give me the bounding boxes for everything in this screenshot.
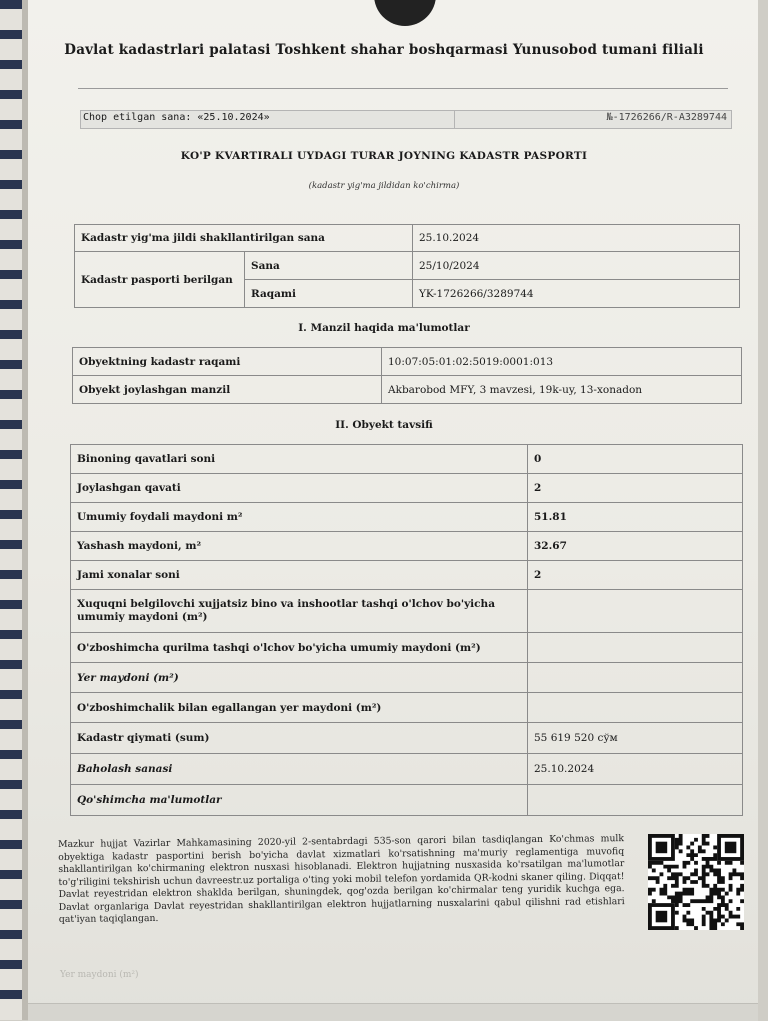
row-value: 2 bbox=[528, 474, 743, 503]
row-value: 0 bbox=[528, 445, 743, 474]
table-row bbox=[71, 723, 743, 754]
date-label: Sana bbox=[245, 252, 413, 280]
row-label: Joylashgan qavati bbox=[71, 474, 528, 503]
header-divider bbox=[78, 88, 728, 89]
legal-notice: Mazkur hujjat Vazirlar Mahkamasining 2020-yil 2-sentabrdagi 535-son qarori bilan tasdiqlangan Ko'chmas mulk obyektiga kadastr pasportini berish bo'yicha davlat xizmatlari ko'rsatishning ma'muriy reglamentiga muvofiq shakllantirilgan ko'chirmaning elektron nusxasi hisoblanadi. Elektron hujjatning nusxasida ko'rsatilgan ma'lumotlar to'g'riligini tekshirish uchun davreestr.uz portaliga o'ting yoki mobil telefon yordamida QR-kodni skaner qiling. Diqqat! Davlat reyestridan elektron shaklda berilgan, shuningdek, qog'ozda berilgan ko'chirmalar teng yuridik kuchga ega. Davlat organlariga Davlat reyestridan shakllantirilgan elektron hujjatlarning nusxalarini qabul qilishni rad etishlari qat'iyan taqiqlangan. bbox=[58, 833, 625, 925]
row-label: O'zboshimchalik bilan egallangan yer maydoni (m²) bbox=[71, 693, 528, 723]
number-label: Raqami bbox=[245, 280, 413, 308]
row-value: 2 bbox=[528, 561, 743, 590]
row-value bbox=[528, 693, 743, 723]
document-subtitle: (kadastr yig'ma jildidan ko'chirma) bbox=[308, 181, 460, 191]
table-row bbox=[73, 376, 742, 404]
row-value bbox=[528, 663, 743, 693]
table-row bbox=[71, 754, 743, 785]
row-label: Yashash maydoni, m² bbox=[71, 532, 528, 561]
table-row bbox=[71, 503, 743, 532]
row-label: O'zboshimcha qurilma tashqi o'lchov bo'yicha umumiy maydoni (m²) bbox=[71, 633, 528, 663]
qr-code-icon[interactable] bbox=[648, 834, 744, 930]
table-row bbox=[71, 663, 743, 693]
row-value: 32.67 bbox=[528, 532, 743, 561]
table-row bbox=[71, 590, 743, 633]
row-value: 51.81 bbox=[528, 503, 743, 532]
row-label: Xuquqni belgilovchi xujjatsiz bino va inshootlar tashqi o'lchov bo'yicha umumiy maydoni (m²) bbox=[71, 590, 528, 633]
cadastral-number-label: Obyektning kadastr raqami bbox=[73, 348, 382, 376]
row-value: 55 619 520 сўм bbox=[528, 723, 743, 754]
passport-info-table bbox=[74, 224, 740, 308]
row-label: Jami xonalar soni bbox=[71, 561, 528, 590]
table-row bbox=[71, 532, 743, 561]
bleed-through-text: Yer maydoni (m²) bbox=[60, 970, 139, 980]
row-value bbox=[528, 590, 743, 633]
address-table bbox=[72, 347, 742, 404]
date-value: 25/10/2024 bbox=[412, 252, 739, 280]
table-row bbox=[73, 348, 742, 376]
section-1-title: I. Manzil haqida ma'lumotlar bbox=[298, 322, 470, 334]
table-row bbox=[71, 785, 743, 816]
row-value bbox=[528, 633, 743, 663]
table-row bbox=[71, 693, 743, 723]
cadastral-number-value: 10:07:05:01:02:5019:0001:013 bbox=[382, 348, 742, 376]
printed-date: Chop etilgan sana: «25.10.2024» bbox=[83, 112, 270, 123]
issued-label: Kadastr pasporti berilgan bbox=[75, 252, 245, 308]
number-value: YK-1726266/3289744 bbox=[412, 280, 739, 308]
row-value: 25.10.2024 bbox=[528, 754, 743, 785]
table-row bbox=[71, 445, 743, 474]
table-row bbox=[75, 252, 740, 280]
print-bar-separator bbox=[454, 111, 455, 128]
row-label: Kadastr qiymati (sum) bbox=[71, 723, 528, 754]
row-label: Binoning qavatlari soni bbox=[71, 445, 528, 474]
document-title: KO'P KVARTIRALI UYDAGI TURAR JOYNING KADASTR PASPORTI bbox=[180, 150, 588, 162]
organization-header: Davlat kadastrlari palatasi Toshkent shahar boshqarmasi Yunusobod tumani filiali bbox=[64, 42, 704, 58]
address-label: Obyekt joylashgan manzil bbox=[73, 376, 382, 404]
next-sheet-edge bbox=[28, 1003, 758, 1021]
row-label: Yer maydoni (m²) bbox=[71, 663, 528, 693]
row-value bbox=[528, 785, 743, 816]
qr-code-graphic bbox=[648, 834, 744, 930]
compiled-label: Kadastr yig'ma jildi shakllantirilgan sana bbox=[75, 225, 413, 252]
table-row bbox=[71, 474, 743, 503]
document-number: №-1726266/R-A3289744 bbox=[606, 112, 727, 123]
table-row bbox=[75, 225, 740, 252]
table-row bbox=[71, 633, 743, 663]
row-label: Qo'shimcha ma'lumotlar bbox=[71, 785, 528, 816]
print-info-bar bbox=[80, 110, 732, 129]
object-description-table bbox=[70, 444, 743, 816]
row-label: Baholash sanasi bbox=[71, 754, 528, 785]
table-row bbox=[71, 561, 743, 590]
compiled-value: 25.10.2024 bbox=[412, 225, 739, 252]
address-value: Akbarobod MFY, 3 mavzesi, 19k-uy, 13-xonadon bbox=[382, 376, 742, 404]
row-label: Umumiy foydali maydoni m² bbox=[71, 503, 528, 532]
section-2-title: II. Obyekt tavsifi bbox=[335, 419, 433, 431]
